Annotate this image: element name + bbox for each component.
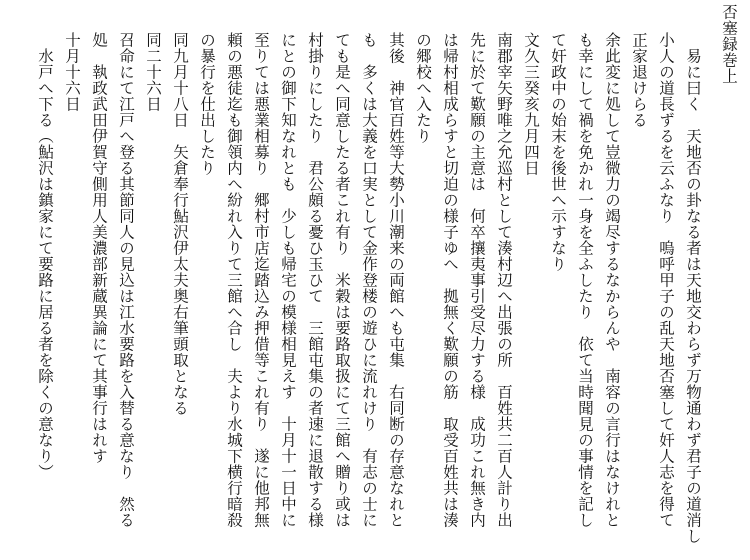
text-column: 水戸へ下る（鮎沢は鎮家にて要路に居る者を除くの意なり） — [36, 47, 54, 480]
text-column: 易に曰く 天地否の卦なる者は天地交わらず万物通わず君子の道消し — [684, 47, 702, 544]
text-column: 頼の悪徒迄も御領内へ紛れ入りて三館へ合し 夫より水城下横行暗殺 — [225, 32, 243, 528]
text-column: 小人の道長ずるを云ふなり 嗚呼甲子の乱天地否塞して奸人志を得て — [657, 32, 675, 528]
text-column: て奸政中の始末を後世へ示すなり — [549, 32, 567, 272]
text-column: 召命にて江戸へ登る其節同人の見込は江水要路を入替る意なり 然る — [117, 32, 135, 528]
text-column: ても是へ同意したる者これ有り 米穀は要路取扱にて三館へ贈り或は — [333, 32, 351, 528]
text-column: 正家退けらる — [630, 32, 648, 128]
text-column: 南郡宰矢野唯之允巡村として湊村辺へ出張の所 百姓共二百人計り出 — [495, 32, 513, 528]
text-column: にとの御下知なれとも 少しも帰宅の模様相見えす 十月十一日中に — [279, 32, 297, 528]
text-column: 至りては悪業相募り 郷村市店迄踏込み押借等これ有り 遂に他邦無 — [252, 32, 270, 528]
document-body — [31, 32, 706, 552]
text-column: 文久三癸亥九月四日 — [522, 32, 540, 176]
text-column: 同二十六日 — [144, 32, 162, 112]
text-column: も幸にして禍を免かれ一身を全ふしたり 依て当時聞見の事情を記し — [576, 32, 594, 528]
text-column: 同九月十八日 矢倉奉行鮎沢伊太夫奥右筆頭取となる — [171, 32, 189, 416]
text-column: 十月十六日 — [63, 32, 81, 112]
text-column: の郷校へ入たり — [414, 32, 432, 144]
text-column: 先に於て歎願の主意は 何卒攘夷事引受尽力する様 成功これ無き内 — [468, 32, 486, 528]
text-column: 処 執政武田伊賀守側用人美濃部新蔵異論にて其事行はれす — [90, 32, 108, 464]
text-column: は帰村相成らすと切迫の様子ゆへ 拠無く歎願の筋 取受百姓共は湊 — [441, 32, 459, 528]
text-column: 余此変に処して豈微力の竭尽するなからんや 南容の言行はなけれと — [603, 32, 621, 528]
text-column: の暴行を仕出したり — [198, 32, 216, 176]
text-column: 村掛りにしたり 君公頗る憂ひ玉ひて 三館屯集の者速に退散する様 — [306, 32, 324, 528]
document-title: 否塞録巻上 — [720, 4, 738, 84]
text-column: も 多くは大義を口実として金作登楼の遊ひに流れけり 有志の士に — [360, 32, 378, 528]
text-column: 其後 神官百姓等大勢小川潮来の両館へも屯集 右同断の存意なれと — [387, 32, 405, 528]
